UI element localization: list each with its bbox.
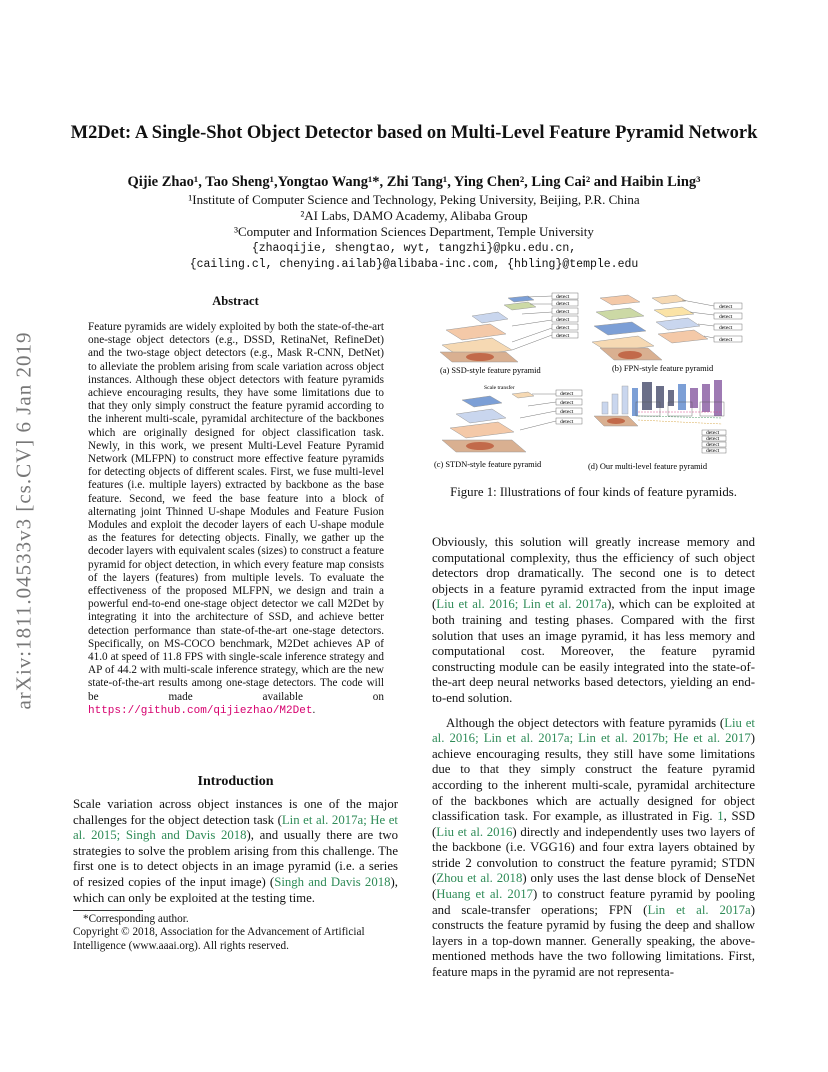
right-column	[432, 535, 755, 981]
detect-label: detect	[706, 442, 720, 448]
detect-label: detect	[706, 430, 720, 436]
introduction-heading: Introduction	[197, 774, 274, 789]
footnote	[73, 913, 398, 953]
detect-label: detect	[719, 337, 733, 343]
p3-text-b: ) achieve encouraging results, they still have some limitations due to that they simply construct the feature pyramid according to the inherent multi-scale, pyramidal architecture of the backbones which are actually designed for object classification task. For example, as illustrated in Fig.	[432, 731, 755, 824]
intro-text-b: ), and usually there are two strategies to solve the problem arising from this challenge. The first one is to detect objects in an image pyramid (i.e. a series of resized copies of the input image) (	[73, 828, 399, 889]
detect-label: detect	[560, 409, 574, 415]
detect-label: detect	[560, 391, 574, 397]
detect-label: detect	[706, 448, 720, 454]
detect-label: detect	[556, 301, 570, 307]
citation-link[interactable]: Liu et al. 2016; Lin et al. 2017a; Lin et al. 2017b; He et al. 2017	[432, 715, 755, 746]
stdn-pyramid-diagram	[434, 384, 582, 469]
email-line-1: {zhaoqijie, shengtao, wyt, tangzhi}@pku.edu.cn,	[251, 242, 577, 255]
fpn-pyramid-diagram	[592, 295, 742, 373]
abstract-text: Feature pyramids are widely exploited by both the state-of-the-art one-stage object detectors (e.g., DSSD, RetinaNet, RefineDet) and the two-stage object detectors (e.g., Mask R-CNN, DetNet) to alleviate the problem arising from scale variation across object instances. Although these object detectors with feature pyramids achieve encouraging results, they have some limitations due to that they only simply construct the feature pyramid according to the inherent multi-scale, pyramidal architecture of the backbones which are originally designed for object classification task. Newly, in this work, we present Multi-Level Feature Pyramid Network (MLFPN) to construct more effective feature pyramids for detecting objects of different scales. First, we fuse multi-level features (i.e. multiple layers) extracted by backbone as the base feature. Second, we feed the base feature into a block of alternating joint Thinned U-shape Modules and Feature Fusion Modules and exploit the decoder layers of each U-shape module as the features for detecting objects. Finally, we gather up the decoder layers with equivalent scales (sizes) to construct a feature pyramid for object detection, in which every feature map consists of the layers (features) from multiple levels. To evaluate the effectiveness of the proposed MLFPN, we design and train a powerful end-to-end one-stage object detector we call M2Det by integrating it into the architecture of SSD, and achieve better detection performance than state-of-the-art one-stage detectors. Specifically, on MS-COCO benchmark, M2Det achieves AP of 41.0 at speed of 11.8 FPS with single-scale inference strategy and AP of 44.2 with multi-scale inference strategy, which are the new state-of-the-art results among one-stage detectors. The code will be made available on	[88, 321, 384, 703]
affiliation-3: ³Computer and Information Sciences Department, Temple University	[234, 224, 594, 239]
detect-label: detect	[556, 325, 570, 331]
p3-text-g: ) constructs the feature pyramid by fusing the deep and shallow layers in a top-down manner. Generally speaking, the above-mentioned methods have the two following limitations. First, feature maps in the pyramid are not representa-	[432, 902, 755, 980]
subcaption-d: (d) Our multi-level feature pyramid	[588, 462, 708, 471]
detect-label: detect	[719, 325, 733, 331]
detect-label: detect	[556, 309, 570, 315]
citation-link[interactable]: Liu et al. 2016	[436, 824, 513, 839]
paragraph-2	[432, 535, 755, 707]
intro-text-a: Scale variation across object instances is one of the major challenges for the object detection task (	[73, 797, 398, 827]
mlfpn-pyramid-diagram	[588, 380, 726, 471]
p3-text-d: ) directly and independently uses two layers of the backbone (i.e. VGG16) and four extra layers obtained by stride 2 convolution to construct the feature pyramid; STDN (	[432, 824, 755, 886]
figure-1-illustration	[432, 290, 755, 476]
scale-transfer-label: Scale transfer	[484, 385, 515, 391]
intro-paragraph-1	[73, 797, 398, 906]
citation-link[interactable]: Huang et al. 2017	[436, 887, 534, 902]
paper-title: M2Det: A Single-Shot Object Detector based on Multi-Level Feature Pyramid Network	[70, 123, 758, 143]
p2-text-a: Obviously, this solution will greatly increase memory and computational complexity, thus the efficiency of such object detectors drop dramatically. The second one is to detect objects in a feature pyramid extracted from the input image (	[432, 535, 755, 612]
detect-label: detect	[560, 400, 574, 406]
paragraph-3	[432, 716, 755, 981]
abstract-end: .	[312, 703, 316, 716]
abstract-body	[88, 321, 384, 718]
figure-ref-link[interactable]: 1	[717, 809, 724, 824]
email-line-2: {cailing.cl, chenying.ailab}@alibaba-inc.com, {hbling}@temple.edu	[189, 258, 639, 271]
intro-text-c: ), which can only be exploited at the testing time.	[73, 874, 398, 905]
p3-text-a: Although the object detectors with feature pyramids (	[446, 715, 725, 730]
affiliation-2: ²AI Labs, DAMO Academy, Alibaba Group	[300, 208, 528, 223]
citation-link[interactable]: Lin et al. 2017a	[647, 902, 751, 917]
detect-label: detect	[556, 294, 570, 300]
code-url-link[interactable]: https://github.com/qijiezhao/M2Det	[88, 704, 313, 717]
citation-link[interactable]: Zhou et al. 2018	[436, 871, 523, 886]
footnote-rule	[73, 910, 143, 911]
detect-label: detect	[560, 419, 574, 425]
p2-text-b: ), which can be exploited at both training and testing phases. Compared with the first solution that uses an image pyramid, it has less memory and computational cost. Moreover, the feature pyramid constructing module can be easily integrated into the state-of-the-art deep neural networks based detectors, yielding an end-to-end solution.	[432, 597, 756, 705]
detect-label: detect	[719, 304, 733, 310]
copyright-note: Copyright © 2018, Association for the Advancement of Artificial Intelligence (www.aaai.org). All rights reserved.	[73, 926, 365, 952]
citation-link[interactable]: Lin et al. 2017a; He et al. 2015; Singh and Davis 2018	[73, 812, 398, 843]
arxiv-stamp: arXiv:1811.04533v3 [cs.CV] 6 Jan 2019	[11, 331, 36, 710]
p3-text-c: , SSD (	[432, 809, 756, 839]
p3-text-e: ) only uses the last dense block of DenseNet (	[432, 871, 756, 902]
subcaption-c: (c) STDN-style feature pyramid	[434, 460, 542, 469]
author-list: Qijie Zhao¹, Tao Sheng¹,Yongtao Wang¹*, Zhi Tang¹, Ying Chen², Ling Cai² and Haibin Ling³	[127, 174, 701, 190]
citation-link[interactable]: Singh and Davis 2018	[274, 874, 391, 889]
affiliation-1: ¹Institute of Computer Science and Technology, Peking University, Beijing, P.R. China	[188, 192, 640, 207]
ssd-pyramid-diagram	[440, 293, 578, 375]
citation-link[interactable]: Liu et al. 2016; Lin et al. 2017a	[436, 597, 608, 612]
p3-text-f: ) to construct feature pyramid by pooling and scale-transfer operations; FPN (	[432, 887, 755, 917]
figure-caption: Figure 1: Illustrations of four kinds of feature pyramids.	[450, 485, 737, 499]
corresponding-author-note: *Corresponding author.	[83, 913, 189, 925]
detect-label: detect	[706, 436, 720, 442]
detect-label: detect	[556, 317, 570, 323]
detect-label: detect	[556, 333, 570, 339]
detect-label: detect	[719, 314, 733, 320]
subcaption-a: (a) SSD-style feature pyramid	[440, 366, 541, 375]
abstract-heading: Abstract	[212, 294, 259, 308]
subcaption-b: (b) FPN-style feature pyramid	[612, 364, 714, 373]
